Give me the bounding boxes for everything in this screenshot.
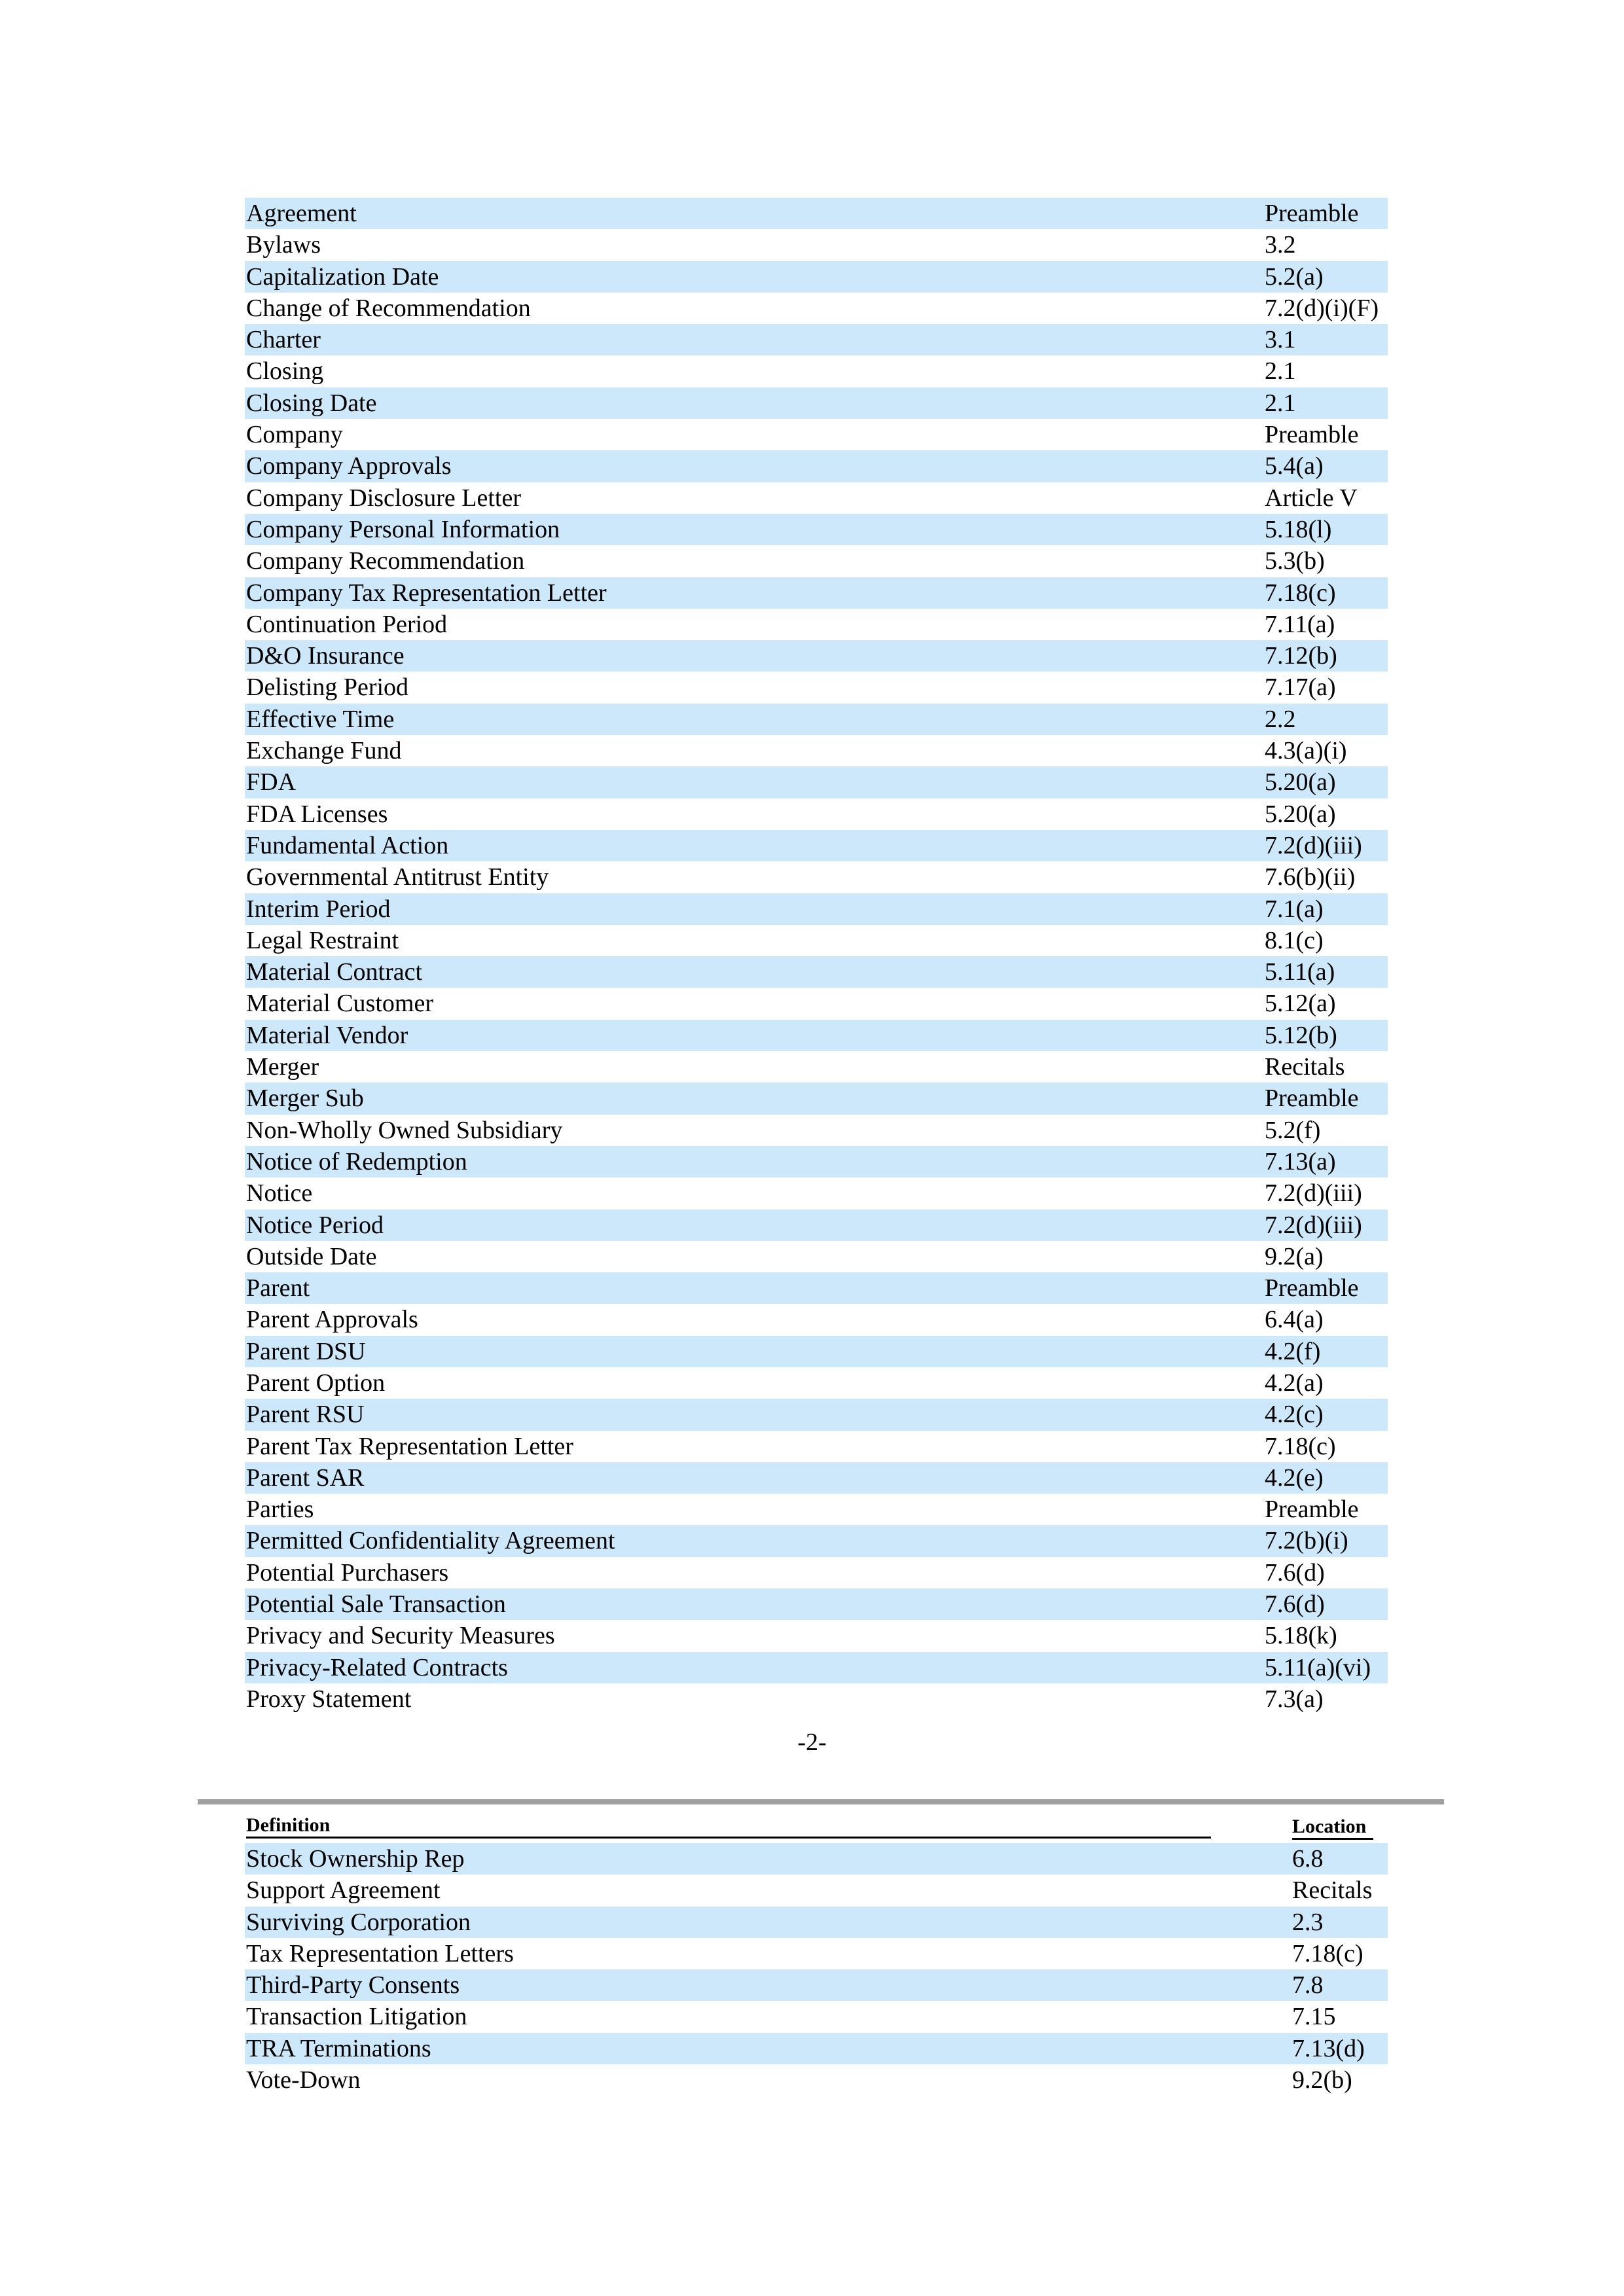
- section-location: 7.11(a): [1265, 610, 1335, 638]
- section-location: 9.2(a): [1265, 1242, 1324, 1270]
- definition-row: [245, 1683, 1388, 1715]
- section-location: 4.3(a)(i): [1265, 737, 1347, 765]
- defined-term: Stock Ownership Rep: [246, 1845, 465, 1873]
- definition-row: [245, 450, 1388, 482]
- definition-row: [245, 1083, 1388, 1114]
- defined-term: Permitted Confidentiality Agreement: [246, 1527, 615, 1555]
- section-location: 5.2(f): [1265, 1116, 1321, 1144]
- defined-term: Merger: [246, 1053, 319, 1081]
- section-location: Preamble: [1265, 421, 1359, 449]
- section-location: 7.2(b)(i): [1265, 1527, 1348, 1555]
- definition-row: [245, 735, 1388, 766]
- definition-row: [245, 1874, 1388, 1906]
- definition-row: [245, 419, 1388, 450]
- defined-term: Privacy and Security Measures: [246, 1622, 555, 1650]
- defined-term: Delisting Period: [246, 673, 409, 702]
- section-location: 4.2(a): [1265, 1369, 1324, 1397]
- definition-row: [245, 545, 1388, 577]
- defined-term: Parent RSU: [246, 1401, 365, 1429]
- definition-row: [245, 1146, 1388, 1177]
- defined-term: Closing: [246, 357, 324, 386]
- section-location: 7.3(a): [1265, 1685, 1324, 1713]
- definition-row: [245, 1431, 1388, 1462]
- definition-row: [245, 1462, 1388, 1494]
- section-location: 7.13(d): [1292, 2034, 1365, 2062]
- definition-row: [245, 1907, 1388, 1938]
- definition-row: [245, 1588, 1388, 1620]
- defined-term: Potential Sale Transaction: [246, 1590, 506, 1619]
- section-location: Preamble: [1265, 1274, 1359, 1302]
- section-location: 2.2: [1265, 705, 1296, 733]
- definition-row: [245, 1652, 1388, 1683]
- defined-term: Change of Recommendation: [246, 294, 531, 322]
- definitions-table-bottom: [245, 1843, 1388, 2096]
- defined-term: Notice of Redemption: [246, 1147, 467, 1175]
- defined-term: Charter: [246, 326, 321, 354]
- section-location: Article V: [1265, 484, 1358, 512]
- section-location: 7.2(d)(iii): [1265, 1179, 1362, 1208]
- defined-term: Company Approvals: [246, 452, 452, 480]
- definition-row: [245, 387, 1388, 419]
- section-location: 7.18(c): [1265, 1432, 1336, 1460]
- definition-row: [245, 1399, 1388, 1430]
- section-location: 9.2(b): [1292, 2066, 1352, 2094]
- defined-term: Material Customer: [246, 990, 433, 1018]
- section-location: 7.12(b): [1265, 642, 1337, 670]
- section-location: 5.4(a): [1265, 452, 1324, 480]
- definition-row: [245, 1336, 1388, 1367]
- column-headers: [245, 1814, 1388, 1838]
- defined-term: Privacy-Related Contracts: [246, 1653, 508, 1681]
- definition-row: [245, 766, 1388, 798]
- definition-row: [245, 956, 1388, 988]
- defined-term: D&O Insurance: [246, 642, 405, 670]
- section-location: Preamble: [1265, 200, 1359, 227]
- definition-row: [245, 2064, 1388, 2096]
- section-location: 3.1: [1265, 326, 1296, 354]
- section-location: Preamble: [1265, 1496, 1359, 1524]
- section-location: 5.18(l): [1265, 515, 1332, 543]
- section-location: 7.18(c): [1265, 579, 1336, 607]
- defined-term: Parent Tax Representation Letter: [246, 1432, 573, 1460]
- definition-row: [245, 2001, 1388, 2032]
- defined-term: Company Tax Representation Letter: [246, 579, 607, 607]
- section-location: 2.3: [1292, 1908, 1324, 1936]
- location-column-header: Location: [1292, 1816, 1373, 1840]
- definition-row: [245, 261, 1388, 293]
- defined-term: Surviving Corporation: [246, 1908, 471, 1936]
- page-break-rule: [198, 1799, 1444, 1804]
- definition-row: [245, 1525, 1388, 1556]
- defined-term: Notice Period: [246, 1211, 384, 1239]
- definition-row: [245, 861, 1388, 893]
- section-location: 5.20(a): [1265, 800, 1336, 828]
- defined-term: Capitalization Date: [246, 262, 439, 291]
- section-location: 4.2(c): [1265, 1401, 1324, 1429]
- definition-row: [245, 1115, 1388, 1146]
- section-location: 3.2: [1265, 231, 1296, 259]
- definition-row: [245, 925, 1388, 956]
- section-location: 4.2(f): [1265, 1337, 1321, 1365]
- defined-term: Transaction Litigation: [246, 2003, 467, 2031]
- section-location: 7.13(a): [1265, 1147, 1336, 1175]
- defined-term: Proxy Statement: [246, 1685, 412, 1713]
- definition-row: [245, 1843, 1388, 1874]
- defined-term: Company Disclosure Letter: [246, 484, 522, 512]
- section-location: 7.6(b)(ii): [1265, 863, 1356, 891]
- defined-term: Parties: [246, 1496, 314, 1524]
- definition-row: [245, 482, 1388, 514]
- defined-term: Interim Period: [246, 895, 391, 923]
- section-location: 7.6(d): [1265, 1558, 1325, 1587]
- definition-row: [245, 830, 1388, 861]
- definition-row: [245, 514, 1388, 545]
- section-location: 7.6(d): [1265, 1590, 1325, 1619]
- section-location: 4.2(e): [1265, 1463, 1324, 1492]
- section-location: 5.20(a): [1265, 768, 1336, 797]
- definition-row: [245, 1304, 1388, 1335]
- defined-term: Parent Approvals: [246, 1306, 418, 1334]
- page-number: -2-: [797, 1729, 827, 1756]
- defined-term: Support Agreement: [246, 1876, 441, 1905]
- defined-term: Vote-Down: [246, 2066, 361, 2094]
- section-location: 7.8: [1292, 1971, 1324, 2000]
- defined-term: TRA Terminations: [246, 2034, 431, 2062]
- defined-term: Potential Purchasers: [246, 1558, 449, 1587]
- defined-term: Non-Wholly Owned Subsidiary: [246, 1116, 563, 1144]
- definition-row: [245, 1241, 1388, 1272]
- definition-row: [245, 1620, 1388, 1651]
- section-location: 5.11(a): [1265, 958, 1335, 986]
- section-location: Recitals: [1292, 1876, 1373, 1905]
- section-location: 7.1(a): [1265, 895, 1324, 923]
- defined-term: Governmental Antitrust Entity: [246, 863, 549, 891]
- definitions-table-top: [245, 198, 1388, 1715]
- section-location: 7.2(d)(i)(F): [1265, 294, 1379, 322]
- defined-term: Company Recommendation: [246, 547, 525, 575]
- defined-term: FDA Licenses: [246, 800, 388, 828]
- defined-term: Parent Option: [246, 1369, 386, 1397]
- definition-row: [245, 640, 1388, 672]
- defined-term: Company Personal Information: [246, 515, 560, 543]
- definition-column-header: Definition: [246, 1814, 1211, 1839]
- defined-term: Fundamental Action: [246, 831, 449, 859]
- definition-row: [245, 1367, 1388, 1399]
- definition-row: [245, 798, 1388, 830]
- definition-row: [245, 1938, 1388, 1969]
- section-location: 5.12(b): [1265, 1021, 1337, 1049]
- defined-term: Parent: [246, 1274, 310, 1302]
- definition-row: [245, 1969, 1388, 2001]
- defined-term: Parent DSU: [246, 1337, 366, 1365]
- definition-row: [245, 577, 1388, 609]
- section-location: 6.4(a): [1265, 1306, 1324, 1334]
- section-location: 5.11(a)(vi): [1265, 1653, 1371, 1681]
- section-location: Recitals: [1265, 1053, 1345, 1081]
- section-location: 7.17(a): [1265, 673, 1336, 702]
- section-location: 7.2(d)(iii): [1265, 831, 1362, 859]
- definition-row: [245, 672, 1388, 703]
- section-location: Preamble: [1265, 1085, 1359, 1113]
- definition-row: [245, 198, 1388, 229]
- defined-term: Closing Date: [246, 389, 377, 417]
- defined-term: Outside Date: [246, 1242, 377, 1270]
- defined-term: Merger Sub: [246, 1085, 364, 1113]
- definition-row: [245, 2033, 1388, 2064]
- defined-term: Exchange Fund: [246, 737, 402, 765]
- defined-term: Legal Restraint: [246, 926, 399, 954]
- definition-row: [245, 1177, 1388, 1209]
- definition-row: [245, 1020, 1388, 1051]
- defined-term: Material Vendor: [246, 1021, 408, 1049]
- section-location: 5.3(b): [1265, 547, 1325, 575]
- definition-row: [245, 229, 1388, 260]
- definition-row: [245, 293, 1388, 324]
- defined-term: Third-Party Consents: [246, 1971, 460, 2000]
- defined-term: Material Contract: [246, 958, 423, 986]
- defined-term: Continuation Period: [246, 610, 448, 638]
- section-location: 5.12(a): [1265, 990, 1336, 1018]
- section-location: 7.18(c): [1292, 1939, 1363, 1967]
- section-location: 2.1: [1265, 389, 1296, 417]
- section-location: 6.8: [1292, 1845, 1324, 1873]
- definition-row: [245, 988, 1388, 1019]
- definition-row: [245, 1557, 1388, 1588]
- definition-row: [245, 1051, 1388, 1083]
- section-location: 8.1(c): [1265, 926, 1324, 954]
- definition-row: [245, 609, 1388, 640]
- defined-term: Parent SAR: [246, 1463, 365, 1492]
- definition-row: [245, 324, 1388, 355]
- defined-term: Company: [246, 421, 343, 449]
- section-location: 2.1: [1265, 357, 1296, 386]
- defined-term: FDA: [246, 768, 297, 797]
- defined-term: Notice: [246, 1179, 313, 1208]
- definition-row: [245, 893, 1388, 925]
- section-location: 7.15: [1292, 2003, 1336, 2031]
- definition-row: [245, 355, 1388, 387]
- section-location: 5.18(k): [1265, 1622, 1337, 1650]
- defined-term: Effective Time: [246, 705, 395, 733]
- definition-row: [245, 1210, 1388, 1241]
- section-location: 5.2(a): [1265, 262, 1324, 291]
- definition-row: [245, 1272, 1388, 1304]
- section-location: 7.2(d)(iii): [1265, 1211, 1362, 1239]
- definition-row: [245, 1494, 1388, 1525]
- defined-term: Tax Representation Letters: [246, 1939, 514, 1967]
- defined-term: Bylaws: [246, 231, 321, 259]
- defined-term: Agreement: [246, 200, 357, 227]
- definition-row: [245, 704, 1388, 735]
